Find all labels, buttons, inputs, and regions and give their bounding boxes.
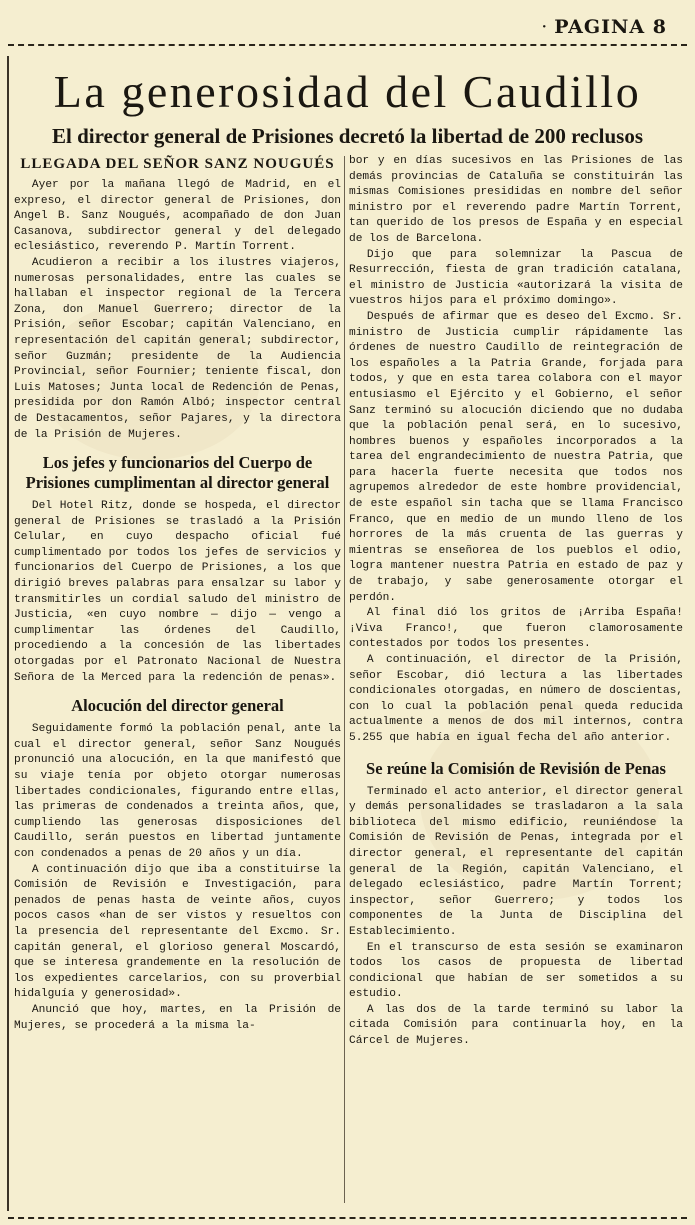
article-paragraph: Dijo que para solemnizar la Pascua de Resurrección, fiesta de gran tradición catalana, el ministro de Justicia «autorizará la visita de vuestros hijos para el próximo domingo». <box>349 248 683 308</box>
left-rule <box>7 56 9 1211</box>
section-title-commission: Se reúne la Comisión de Revisión de Penas <box>366 758 666 778</box>
section-title-officials: Los jefes y funcionarios del Cuerpo de Prisiones cumplimentan al director general <box>25 453 330 493</box>
article-paragraph: Al final dió los gritos de ¡Arriba España! ¡Viva Franco!, que fueron clamorosamente contestados por todos los presentes. <box>349 607 683 651</box>
article-paragraph: Del Hotel Ritz, donde se hospeda, el director general de Prisiones se trasladó a la Prisión Celular, en cuyo despacho oficial fué cumplimentado por todos los jefes de servicios y funcionarios del Cuerpo de Prisiones, a los que dirigió breves palabras para ensalzar su labor y transmitirles un cordial saludo del ministro de Justicia, «en cuyo nombre — dijo — vengo a cumplimentar las órdenes del Caudillo, procediendo a la concesión de las libertades otorgadas por el Patronato Nacional de Nuestra Señora de la Merced para la redención de penas». <box>14 500 341 684</box>
page-number-label <box>541 16 667 38</box>
article-paragraph: Después de afirmar que es deseo del Excmo. Sr. ministro de Justicia cumplir rápidamente las órdenes de nuestro Caudillo de reintegración de los españoles a la Patria Grande, forjada para todos, y que en esta tarea colabora con el mayor entusiasmo el Ejército y el Gobierno, el señor Sanz terminó su alocución diciendo que no dudaba que la población penal será, en lo sucesivo, hombres buenos y españoles incorporados a la tarea del engrandecimiento de nuestra Patria, que para hacerla fuerte necesita que todos nos agrupemos alrededor de este hombre providencial, de este español sin tacha que se llama Francisco Franco, que en medio de un mundo lleno de los horrores de la más cruenta de las guerras y mientras se enseñorea de los pueblos el odio, logra mantener nuestra Patria en estado de paz y de trabajo, y sabe generosamente otorgar el perdón. <box>349 310 683 604</box>
section-title-arrival: LLEGADA DEL SEÑOR SANZ NOUGUÉS <box>20 156 335 172</box>
article-paragraph: A las dos de la tarde terminó su labor la citada Comisión para continuarla hoy, en la Cárcel de Mujeres. <box>349 1003 683 1048</box>
subheadline: El director general de Prisiones decretó la libertad de 200 reclusos <box>51 124 644 148</box>
top-rule <box>8 44 687 46</box>
section-title-address: Alocución del director general <box>71 696 284 716</box>
page-label-prefix: · <box>541 16 549 38</box>
bottom-rule <box>8 1217 687 1219</box>
left-column <box>14 154 341 1034</box>
headline: La generosidad del Caudillo <box>53 66 642 117</box>
article-paragraph: Terminado el acto anterior, el director general y demás personalidades se trasladaron a la sala biblioteca del mismo edificio, reuniéndose la Comisión de Revisión de Penas, integrada por el director general, el representante del capitán general de la Región, capitán Valenciano, el delegado eclesiástico, padre Martín Torrent; inspector, señor Guerrero; y todos los componentes de la Junta de Disciplina del Establecimiento. <box>349 785 683 938</box>
article-paragraph: En el transcurso de esta sesión se examinaron todos los casos de propuesta de libertad condicional que habían de ser sometidos a su estudio. <box>349 941 683 1001</box>
article-paragraph: Anunció que hoy, martes, en la Prisión de Mujeres, se procederá a la misma la- <box>14 1003 341 1032</box>
article-paragraph: Acudieron a recibir a los ilustres viajeros, numerosas personalidades, entre las cuales se hallaban el inspector regional de la Tercera Zona, don Manuel Guerrero; director de la Prisión, señor Escobar; capitán Valenciano, en representación del capitán general; subdirector, señor Guzmán; presidente de la Audiencia Provincial, señor Fournier; teniente fiscal, don Luis Matoses; Junta local de Redención de Penas, presidida por don Ramón Albó; inspector central de Destacamentos, señor Pajares, y la directora de la Prisión de Mujeres. <box>14 256 341 441</box>
column-divider <box>344 156 345 1203</box>
article-paragraph: Ayer por la mañana llegó de Madrid, en el expreso, el director general de Prisiones, don Angel B. Sanz Nougués, acompañado de don Juan Casanova, subdirector general y del delegado eclesiástico, reverendo P. Martín Torrent. <box>14 179 341 254</box>
article-paragraph: A continuación dijo que iba a constituirse la Comisión de Revisión e Investigación, para penados de penas hasta de veinte años, cuyos pocos casos «han de ser vistos y resueltos con la presencia del representante del Excmo. Sr. capitán general, el glorioso general Moscardó, que se interesa grandemente en la resolución de los expedientes carcelarios, con su proverbial hidalguía y generosidad». <box>14 863 341 1001</box>
article-paragraph: Seguidamente formó la población penal, ante la cual el director general, señor Sanz Nougués pronunció una alocución, en la que manifestó que su viaje tenía por objeto otorgar numerosas libertades condicionales, figurando entre ellas, las primeras de condenados a treinta años, que, cumpliendo las generosas disposiciones del Caudillo, serán puestos en libertad juntamente con condenados a penas de 20 años y un día. <box>14 723 341 860</box>
page-label-text: PAGINA 8 <box>554 16 667 38</box>
article-paragraph: bor y en días sucesivos en las Prisiones de las demás provincias de Cataluña se constituirán las mismas Comisiones presididas en nombre del señor ministro por el reverendo padre Martín Torrent, tan querido de los presos de España y en especial de los de Barcelona. <box>349 155 683 245</box>
article-paragraph: A continuación, el director de la Prisión, señor Escobar, dió lectura a las libertades condicionales otorgadas, en número de doscientas, con lo cual la población penal queda reducida actualmente a menos de dos mil internos, contra 5.255 que había en igual fecha del año anterior. <box>349 654 683 744</box>
right-column <box>349 154 683 1050</box>
